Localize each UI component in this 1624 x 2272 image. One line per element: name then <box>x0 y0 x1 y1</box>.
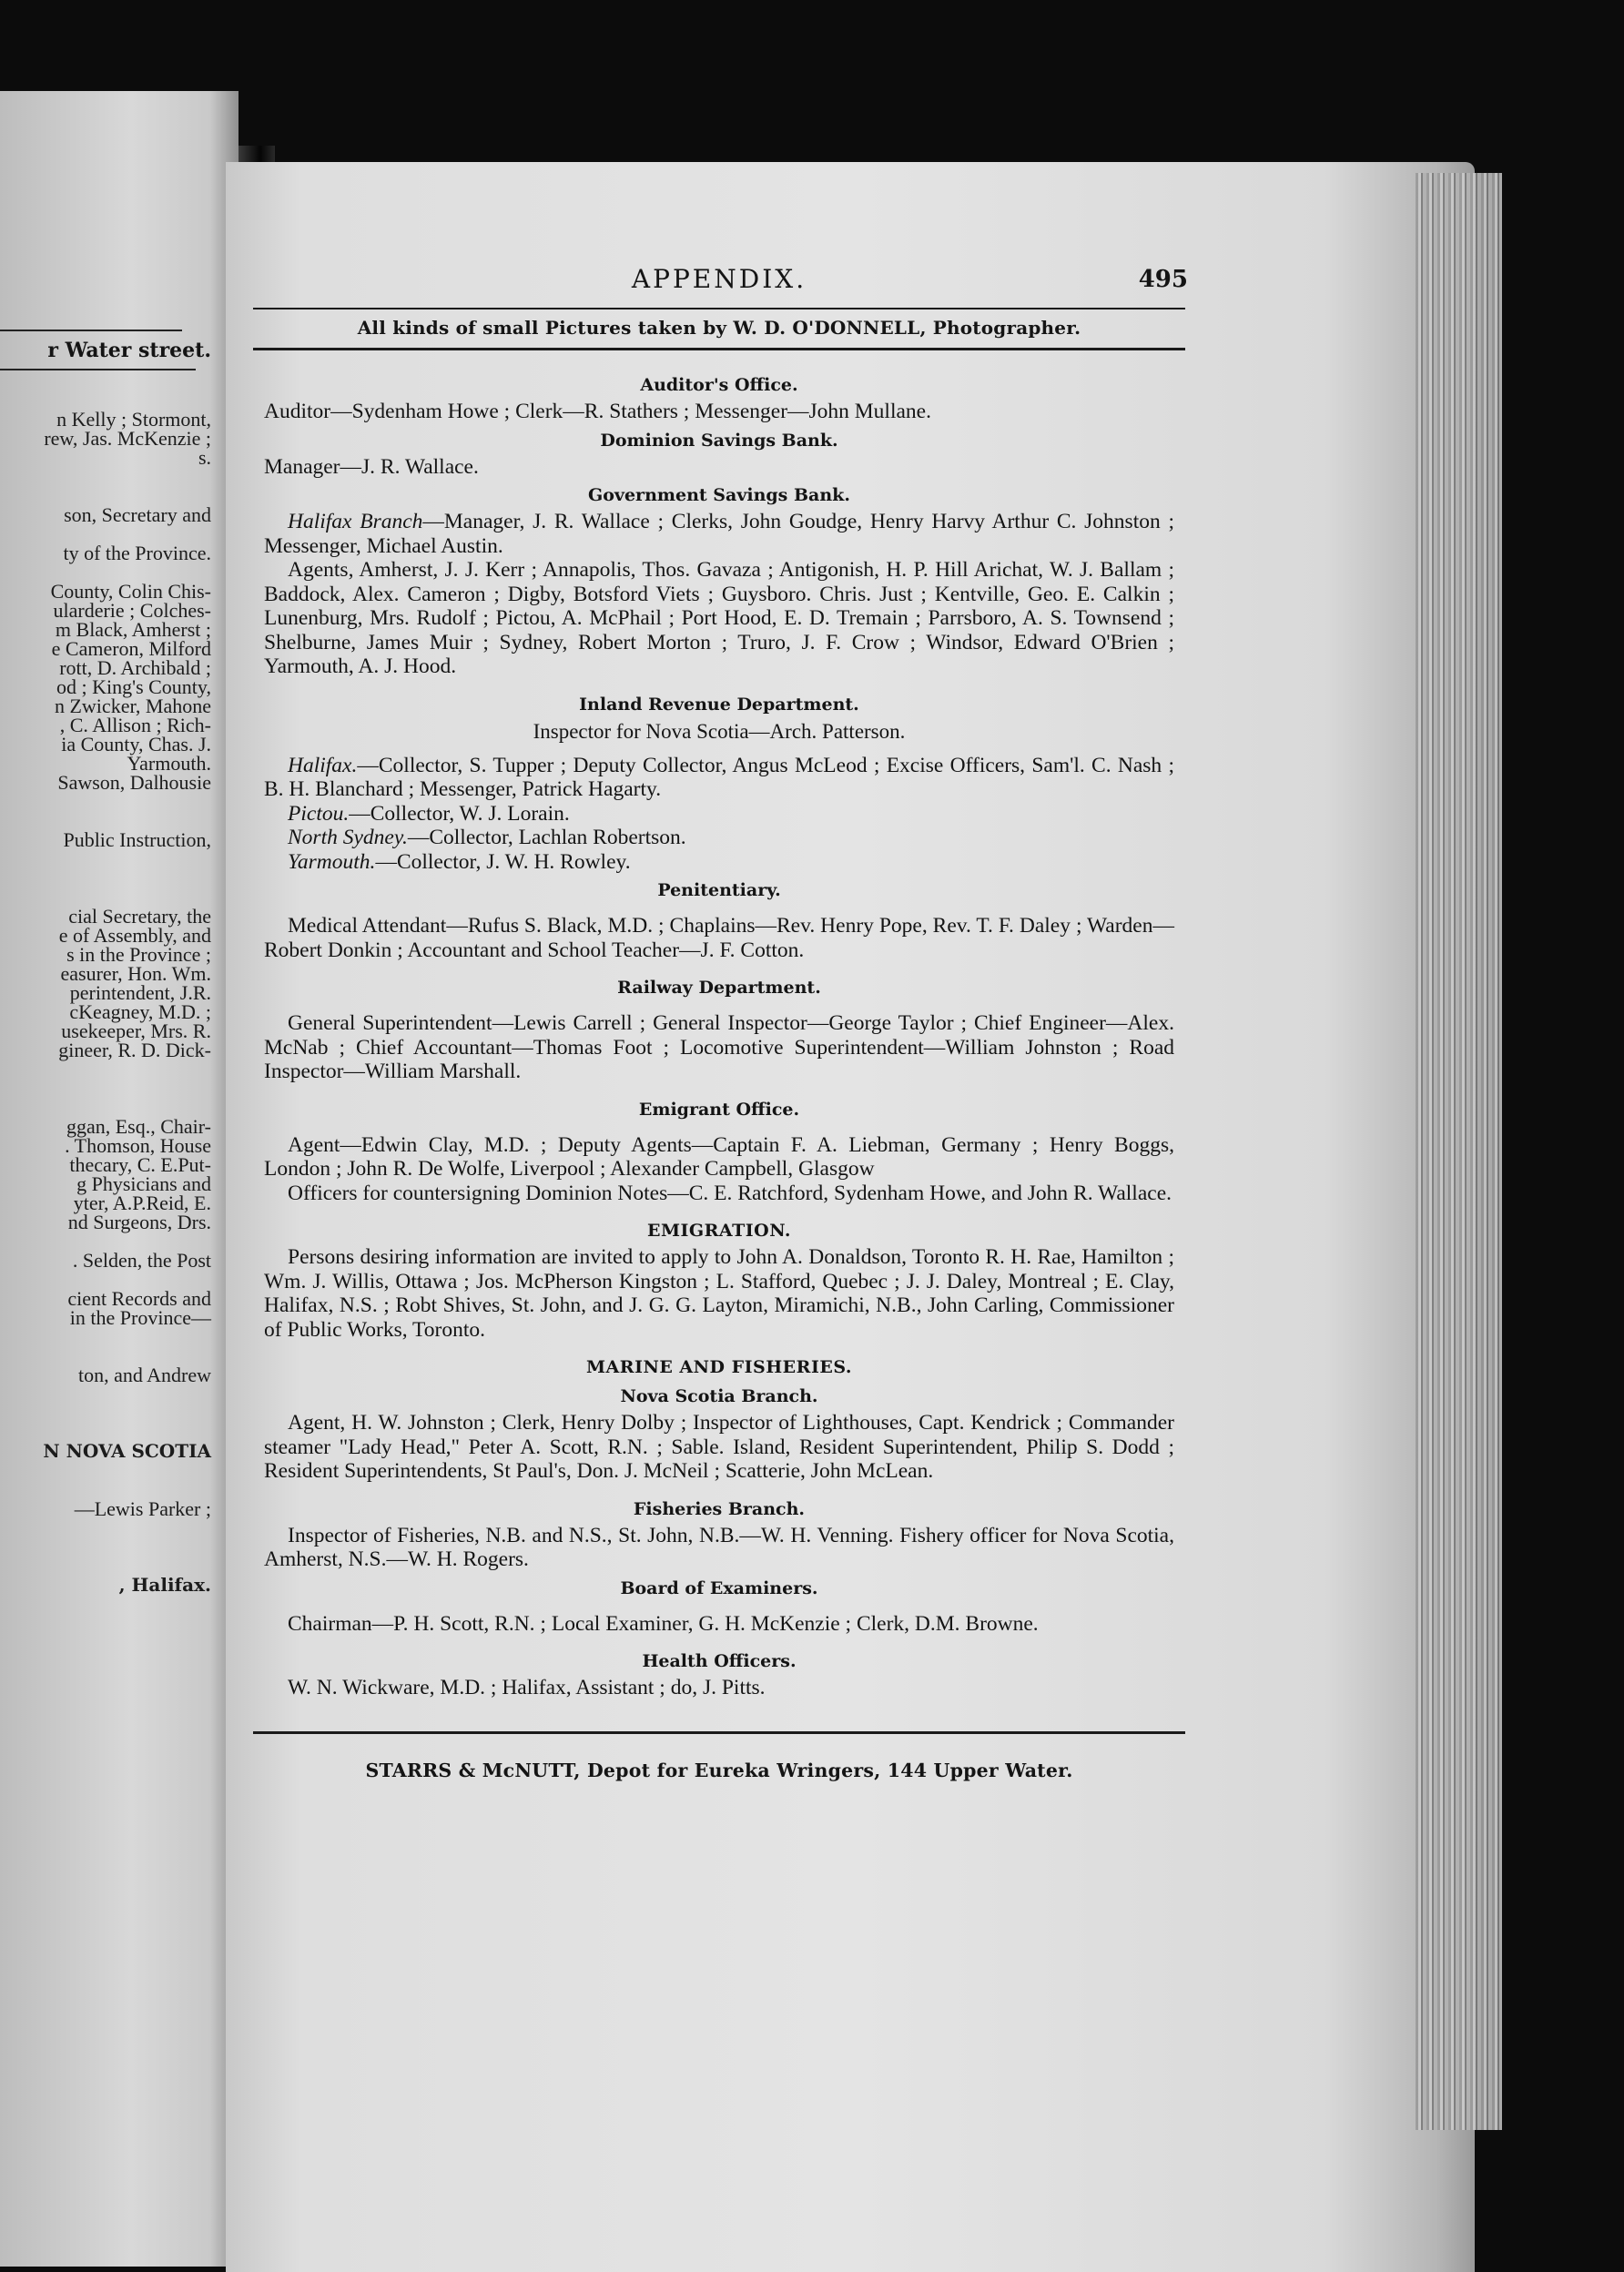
left-page-line: ularderie ; Colches- <box>53 599 211 622</box>
left-page-line <box>0 563 211 582</box>
agents-text: Agents, Amherst, J. J. Kerr ; Annapolis, Thos. Gavaza ; Antigonish, H. P. Hill Arichat, W. J. Ballam ; Baddock, Alex. Cameron ; Digby, Botsford Viets ; Guysboro. Chris. Just ; Kentville, Geo. E. Calkin ; Lunenburg, Mrs. Rudolf ; Pictou, A. McPhail ; Port Hood, E. D. Tremain ; Parrsboro, A. S. Townsend ; Shelburne, James Muir ; Sydney, Robert Morton ; Truro, J. F. Crow ; Windsor, Edward O'Brien ; Yarmouth, A. J. Hood. <box>264 558 1174 678</box>
left-page-line: g Physicians and <box>76 1172 211 1195</box>
left-page-line <box>0 1461 211 1480</box>
page-body <box>264 372 1174 1700</box>
section-text: Officers for countersigning Dominion Notes—C. E. Ratchford, Sydenham Howe, and John R. Wallace. <box>288 1181 1172 1205</box>
left-page-line: . Thomson, House <box>65 1134 211 1157</box>
section-text: Chairman—P. H. Scott, R.N. ; Local Examiner, G. H. McKenzie ; Clerk, D.M. Browne. <box>288 1611 1039 1636</box>
left-running-head: r Water street. <box>47 339 211 362</box>
left-page-line <box>0 888 211 907</box>
place-label: Pictou. <box>288 801 350 826</box>
left-page-line <box>0 1423 211 1442</box>
section-heading: MARINE AND FISHERIES. <box>586 1357 852 1377</box>
section-text: Agent—Edwin Clay, M.D. ; Deputy Agents—Captain F. A. Liebman, Germany ; Henry Boggs, London ; John R. De Wolfe, Liverpool ; Alexander Campbell, Glasgow <box>264 1132 1174 1181</box>
left-page-line <box>0 1346 211 1365</box>
section-text: Auditor—Sydenham Howe ; Clerk—R. Stathers ; Messenger—John Mullane. <box>264 400 931 423</box>
left-page-line <box>0 868 211 888</box>
place-label: North Sydney. <box>288 826 408 849</box>
page-edges <box>1416 173 1502 2130</box>
left-page-line <box>0 811 211 830</box>
left-page-line: e of Assembly, and <box>58 924 211 947</box>
left-page-line: . Selden, the Post <box>72 1249 211 1272</box>
left-page-line <box>0 1557 211 1576</box>
left-page-line: easurer, Hon. Wm. <box>60 962 211 985</box>
subsection-heading: Nova Scotia Branch. <box>620 1386 818 1406</box>
section-heading: EMIGRATION. <box>647 1221 791 1241</box>
left-page-line: s in the Province ; <box>66 943 211 966</box>
entry-text: —Collector, S. Tupper ; Deputy Collector, Angus McLeod ; Excise Officers, Sam'l. C. Nash ; B. H. Blanchard ; Messenger, Patrick Hagarty. <box>264 753 1174 801</box>
advertisement-rule <box>253 348 1185 350</box>
left-page-text <box>0 410 211 1595</box>
left-page-line: ty of the Province. <box>63 542 211 564</box>
place-label: Yarmouth. <box>288 849 376 874</box>
section-subheading: Inspector for Nova Scotia—Arch. Patterson. <box>533 719 906 743</box>
left-page-line <box>0 1098 211 1117</box>
left-page-line: son, Secretary and <box>64 503 211 526</box>
left-page-line <box>0 1079 211 1098</box>
entry-text: —Collector, W. J. Lorain. <box>349 801 570 826</box>
left-page-line: m Black, Amherst ; <box>55 618 211 641</box>
section-heading: Emigrant Office. <box>638 1099 800 1120</box>
left-page-line <box>0 1404 211 1423</box>
entry-text: —Collector, Lachlan Robertson. <box>407 826 686 849</box>
left-page-line <box>0 1060 211 1079</box>
section-text: W. N. Wickware, M.D. ; Halifax, Assistant ; do, J. Pitts. <box>288 1676 766 1699</box>
left-page-line: , C. Allison ; Rich- <box>59 714 211 736</box>
revenue-entry <box>264 850 1174 875</box>
left-page-line <box>0 524 211 543</box>
section-text <box>264 510 1174 558</box>
left-page-line: Sawson, Dalhousie <box>57 771 211 794</box>
subsection-heading: Fisheries Branch. <box>633 1498 806 1519</box>
left-page-line <box>0 1480 211 1499</box>
revenue-entry <box>264 754 1174 802</box>
page-header <box>264 264 1188 308</box>
left-page-line: —Lewis Parker ; <box>74 1497 211 1520</box>
left-top-rule <box>0 330 182 331</box>
left-page-line: n Kelly ; Stormont, <box>56 408 211 431</box>
left-page-line: County, Colin Chis- <box>50 580 211 603</box>
left-page-line <box>0 792 211 811</box>
left-page-line <box>0 1518 211 1537</box>
bottom-advertisement: STARRS & McNUTT, Depot for Eureka Wringers, 144 Upper Water. <box>365 1759 1073 1781</box>
left-page-line: usekeeper, Mrs. R. <box>61 1019 211 1042</box>
section-heading: Inland Revenue Department. <box>579 694 859 715</box>
left-page-line: ton, and Andrew <box>77 1364 211 1386</box>
left-page-line: s. <box>198 446 211 469</box>
left-page-line: ggan, Esq., Chair- <box>66 1115 211 1138</box>
left-page-line <box>0 486 211 505</box>
section-text: Agent, H. W. Johnston ; Clerk, Henry Dolby ; Inspector of Lighthouses, Capt. Kendrick ; Commander steamer "Lady Head," Peter A. Scott, R.N. ; Sable. Island, Resident Superintendent, Philip S. Dodd ; Resident Superintendents, St Paul's, Don. J. McNeil ; Scatterie, John McLean. <box>264 1411 1174 1483</box>
left-page-line <box>0 467 211 486</box>
left-page-line: perintendent, J.R. <box>69 981 211 1004</box>
left-page-line: cial Secretary, the <box>68 905 211 928</box>
left-page-line: nd Surgeons, Drs. <box>67 1211 211 1233</box>
top-advertisement: All kinds of small Pictures taken by W. D. O'DONNELL, Photographer. <box>357 317 1081 339</box>
section-text: Medical Attendant—Rufus S. Black, M.D. ; Chaplains—Rev. Henry Pope, Rev. T. F. Daley ; Warden—Robert Donkin ; Accountant and School Teacher—J. F. Cotton. <box>264 914 1174 962</box>
section-text: Persons desiring information are invited to apply to John A. Donaldson, Toronto R. H. Rae, Hamilton ; Wm. J. Willis, Ottawa ; Jos. McPherson Kingston ; L. Stafford, Quebec ; J. J. Daley, Montreal ; E. Clay, Halifax, N.S. ; Robt Shives, St. John, and J. G. G. Layton, Miramichi, N.B., John Carling, Commissioner of Public Works, Toronto. <box>264 1245 1174 1342</box>
revenue-entry <box>264 802 1174 827</box>
section-text: General Superintendent—Lewis Carrell ; General Inspector—George Taylor ; Chief Engineer—Alex. McNab ; Chief Accountant—Thomas Foot ; Locomotive Superintendent—William Johnston ; Road Inspector—William Marshall. <box>264 1011 1174 1083</box>
left-second-rule <box>0 369 196 370</box>
page-title: APPENDIX. <box>631 264 807 294</box>
left-page-line <box>0 849 211 868</box>
page-content <box>264 264 1188 1781</box>
left-page-line: n Zwicker, Mahone <box>54 695 211 717</box>
left-page-line: Public Instruction, <box>63 828 211 851</box>
left-page-line <box>0 1537 211 1557</box>
left-page-line: od ; King's County, <box>56 675 211 698</box>
section-text: Manager—J. R. Wallace. <box>264 454 479 479</box>
left-page-line <box>0 1327 211 1346</box>
section-heading: Dominion Savings Bank. <box>600 430 838 451</box>
left-page-line: ia County, Chas. J. <box>61 733 211 756</box>
place-label: Halifax. <box>288 753 358 777</box>
left-page-line: , Halifax. <box>118 1574 211 1596</box>
left-page-line <box>0 1232 211 1251</box>
section-heading: Penitentiary. <box>657 880 781 900</box>
entry-text: —Collector, J. W. H. Rowley. <box>375 849 631 874</box>
section-heading: Railway Department. <box>617 978 821 998</box>
left-page-line: N NOVA SCOTIA <box>43 1440 211 1462</box>
left-page-line: e Cameron, Milford <box>51 637 211 660</box>
left-page-line <box>0 1384 211 1404</box>
section-heading: Auditor's Office. <box>640 375 798 395</box>
page-number: 495 <box>1138 266 1188 293</box>
subsection-heading: Board of Examiners. <box>620 1577 818 1598</box>
left-page-line <box>0 1270 211 1289</box>
section-text: Inspector of Fisheries, N.B. and N.S., St. John, N.B.—W. H. Venning. Fishery officer for Nova Scotia, Amherst, N.S.—W. H. Rogers. <box>264 1523 1174 1571</box>
branch-text: —Manager, J. R. Wallace ; Clerks, John Goudge, Henry Harvy Arthur C. Johnston ; Messenger, Michael Austin. <box>264 510 1174 558</box>
left-page-line: gineer, R. D. Dick- <box>58 1039 211 1061</box>
subsection-heading: Health Officers. <box>642 1651 797 1671</box>
revenue-entry <box>264 826 1174 850</box>
branch-label: Halifax Branch <box>288 510 423 533</box>
left-page-line: cKeagney, M.D. ; <box>69 1000 211 1023</box>
left-page-line: rott, D. Archibald ; <box>59 656 211 679</box>
left-page-line: cient Records and <box>67 1287 211 1310</box>
left-page-line: in the Province— <box>69 1306 211 1329</box>
left-facing-page <box>0 91 239 2267</box>
section-heading: Government Savings Bank. <box>588 485 850 505</box>
left-page-line: thecary, C. E.Put- <box>69 1153 211 1176</box>
left-page-line: Yarmouth. <box>127 752 211 775</box>
left-page-line: rew, Jas. McKenzie ; <box>44 427 211 450</box>
left-page-line: yter, A.P.Reid, E. <box>73 1192 211 1214</box>
